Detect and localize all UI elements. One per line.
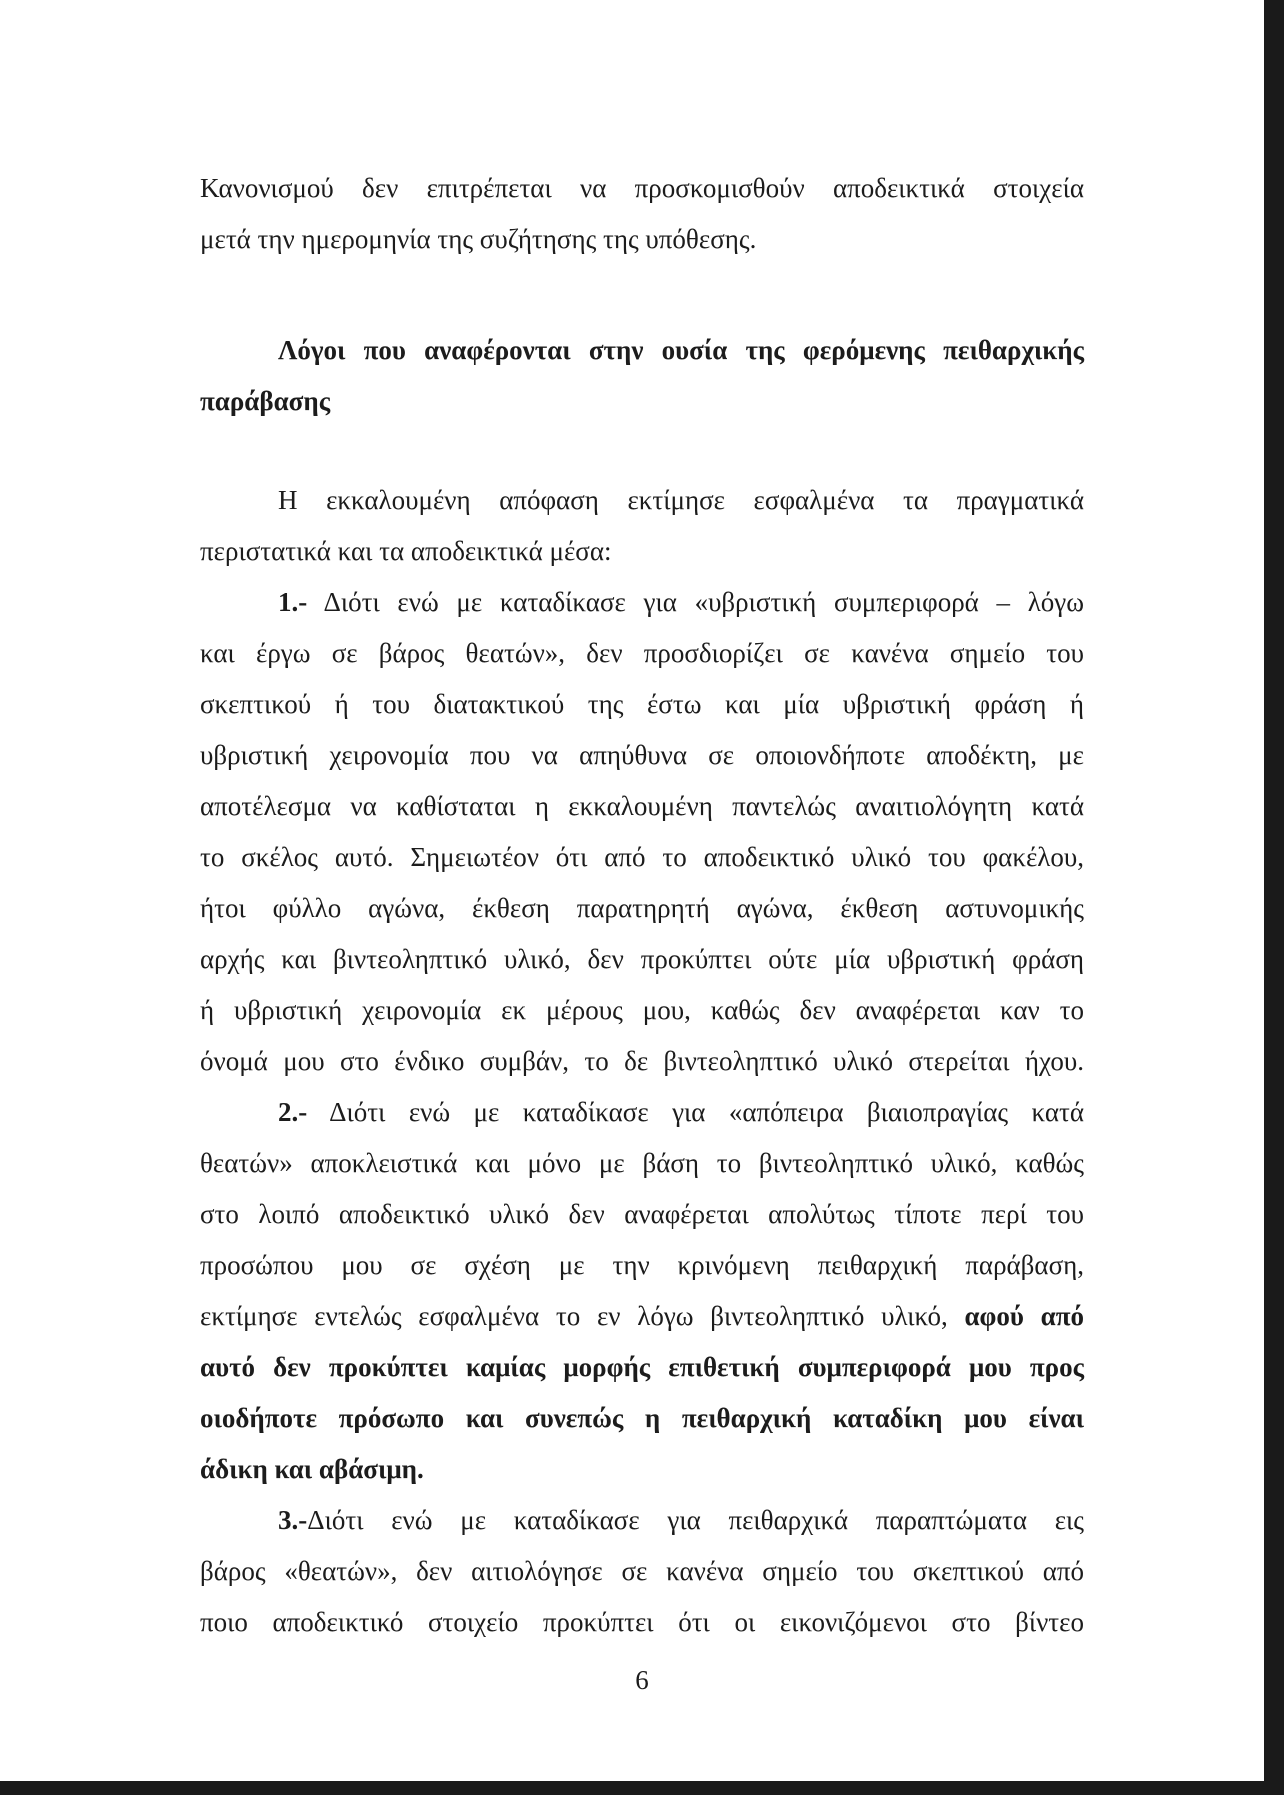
text-line: ή υβριστική χειρονομία εκ μέρους μου, καθώς δεν αναφέρεται καν το	[200, 995, 1084, 1025]
heading-line	[200, 325, 1084, 376]
bold-line	[200, 1444, 1084, 1495]
text-line: υβριστική χειρονομία που να απηύθυνα σε οποιονδήποτε αποδέκτη, με	[200, 740, 1084, 770]
heading-line	[200, 376, 1084, 427]
text-line: αρχής και βιντεοληπτικό υλικό, δεν προκύπτει ούτε μία υβριστική φράση	[200, 944, 1084, 974]
text-fragment: Διότι ενώ με καταδίκασε για «απόπειρα βιαιοπραγίας κατά	[329, 1097, 1084, 1127]
page-number: 6	[635, 1665, 649, 1695]
text-line: το σκέλος αυτό. Σημειωτέον ότι από το αποδεικτικό υλικό του φακέλου,	[200, 842, 1084, 872]
bold-line	[200, 1393, 1084, 1444]
text-line: σκεπτικού ή του διατακτικού της έστω και μία υβριστική φράση ή	[200, 689, 1084, 719]
body-text	[200, 475, 1084, 1648]
text-line: θεατών» αποκλειστικά και μόνο με βάση το βιντεοληπτικό υλικό, καθώς	[200, 1148, 1084, 1178]
section-heading	[200, 325, 1084, 427]
bold-line	[200, 1342, 1084, 1393]
point-number: 3.-	[278, 1505, 308, 1535]
text-line: στο λοιπό αποδεικτικό υλικό δεν αναφέρεται απολύτως τίποτε περί του	[200, 1199, 1084, 1229]
heading-text: Λόγοι που αναφέρονται στην ουσία της φερόμενης πειθαρχικής	[278, 335, 1084, 365]
text-fragment: Διότι ενώ με καταδίκασε για πειθαρχικά παραπτώματα εις	[307, 1505, 1084, 1535]
point-3-line	[200, 1495, 1084, 1546]
scan-border-bottom	[0, 1781, 1284, 1795]
text-line: βάρος «θεατών», δεν αιτιολόγησε σε κανένα σημείο του σκεπτικού από	[200, 1556, 1084, 1586]
text-line: αποτέλεσμα να καθίσταται η εκκαλουμένη παντελώς αναιτιολόγητη κατά	[200, 791, 1084, 821]
text-line: όνομά μου στο ένδικο συμβάν, το δε βιντεοληπτικό υλικό στερείται ήχου.	[200, 1046, 1084, 1076]
text-line: προσώπου μου σε σχέση με την κρινόμενη πειθαρχική παράβαση,	[200, 1250, 1084, 1280]
text-line: ποιο αποδεικτικό στοιχείο προκύπτει ότι οι εικονιζόμενοι στο βίντεο	[200, 1607, 1084, 1637]
bold-fragment: αυτό δεν προκύπτει καμίας μορφής επιθετική συμπεριφορά μου προς	[200, 1352, 1084, 1382]
bold-fragment: αφού από	[964, 1301, 1084, 1331]
point-2-line	[200, 1087, 1084, 1138]
text-line: Κανονισμού δεν επιτρέπεται να προσκομισθούν αποδεικτικά στοιχεία	[200, 173, 1084, 203]
point-number: 1.-	[278, 587, 308, 617]
text-line: και έργω σε βάρος θεατών», δεν προσδιορίζει σε κανένα σημείο του	[200, 638, 1084, 668]
text-line: Η εκκαλουμένη απόφαση εκτίμησε εσφαλμένα τα πραγματικά	[278, 485, 1084, 515]
paragraph-continuation	[200, 163, 1084, 265]
point-number: 2.-	[278, 1097, 308, 1127]
text-line: ήτοι φύλλο αγώνα, έκθεση παρατηρητή αγώνα, έκθεση αστυνομικής	[200, 893, 1084, 923]
mixed-line	[200, 1291, 1084, 1342]
text-fragment: Διότι ενώ με καταδίκασε για «υβριστική συμπεριφορά – λόγω	[323, 587, 1084, 617]
text-line: μετά την ημερομηνία της συζήτησης της υπόθεσης.	[200, 224, 757, 254]
point-1-line	[200, 577, 1084, 628]
bold-fragment: άδικη και αβάσιμη.	[200, 1454, 424, 1484]
text-line: περιστατικά και τα αποδεικτικά μέσα:	[200, 536, 612, 566]
scan-border-right	[1264, 0, 1284, 1795]
heading-text: παράβασης	[200, 386, 331, 416]
text-fragment: εκτίμησε εντελώς εσφαλμένα το εν λόγω βιντεοληπτικό υλικό,	[200, 1301, 948, 1331]
bold-fragment: οιοδήποτε πρόσωπο και συνεπώς η πειθαρχική καταδίκη μου είναι	[200, 1403, 1084, 1433]
